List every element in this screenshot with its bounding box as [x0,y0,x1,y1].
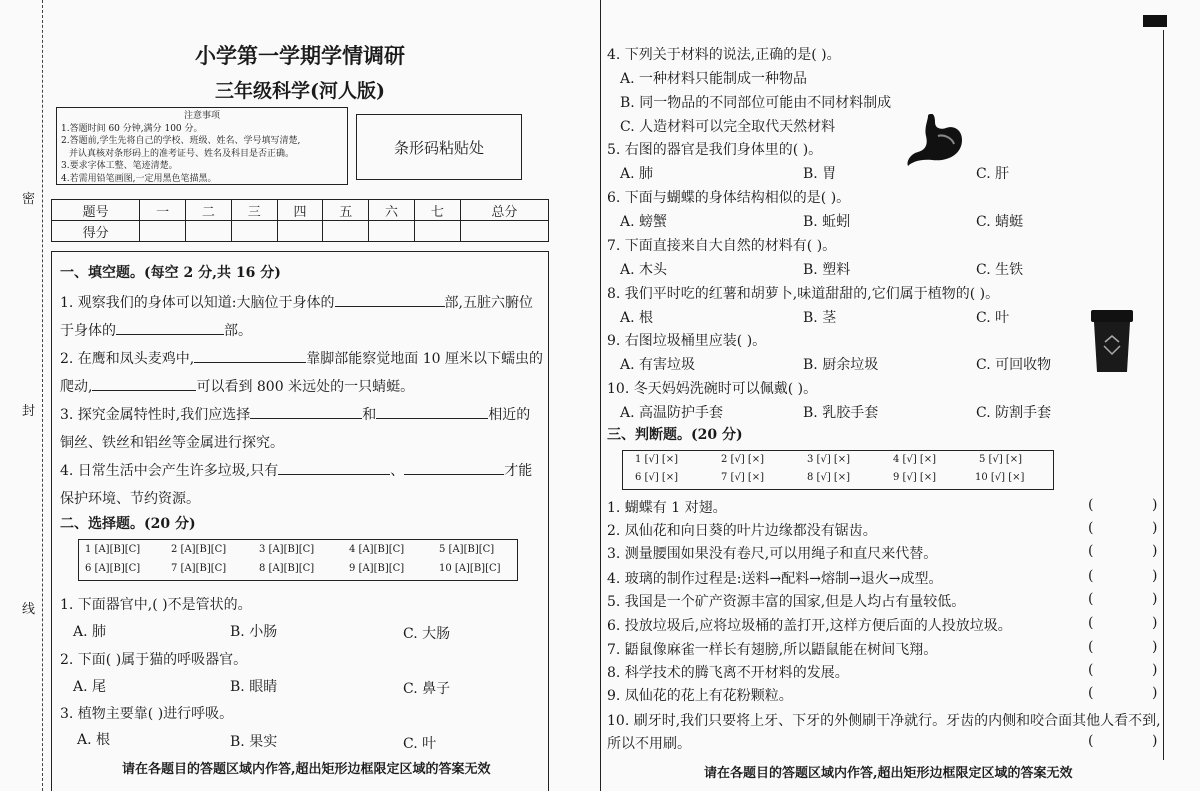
q-text: 部,五脏六腑位 [444,295,533,311]
fill-q4-line2: 保护环境、节约资源。 [60,491,200,507]
fill-q4-line1 [60,460,532,480]
choice-answer-cell[interactable]: 8 [A][B][C] [259,563,315,574]
score-cell[interactable] [140,221,186,242]
score-header-cell: 题号 [52,200,140,221]
score-cell[interactable] [460,221,548,242]
choice-option[interactable]: B. 眼睛 [230,679,278,695]
choice-q8: 8. 我们平时吃的红薯和胡萝卜,味道甜甜的,它们属于植物的( )。 [607,286,1000,302]
judge-paren-open: ( [1088,662,1094,678]
judge-paren-close: ) [1152,520,1158,536]
fill-blank[interactable] [92,376,196,391]
judge-item: 3. 测量腰围如果没有卷尺,可以用绳子和直尺来代替。 [607,546,938,562]
score-cell[interactable] [414,221,460,242]
judge-item: 5. 我国是一个矿产资源丰富的国家,但是人均占有量较低。 [607,594,966,610]
choice-answer-cell[interactable]: 3 [A][B][C] [259,544,315,555]
q-text: 才能 [504,463,533,479]
footer-note-right: 请在各题目的答题区域内作答,超出矩形边框限定区域的答案无效 [704,766,1073,781]
choice-option[interactable]: A. 尾 [73,679,107,695]
notice-item: 1.答题时间 60 分钟,满分 100 分。 [61,123,203,134]
choice-q10: 10. 冬天妈妈洗碗时可以佩戴( )。 [607,381,818,397]
score-table-row [52,221,549,242]
choice-answer-cell[interactable]: 2 [A][B][C] [171,544,227,555]
judge-paren-close: ) [1152,497,1158,513]
score-header-cell: 六 [369,200,415,221]
choice-option[interactable]: A. 一种材料只能制成一种物品 [620,71,808,87]
section3-title: 三、判断题。(20 分) [607,427,743,443]
choice-option[interactable]: B. 同一物品的不同部位可能由不同材料制成 [620,95,892,111]
choice-answer-grid [78,539,518,581]
q-text: 于身体的 [60,323,116,339]
q-text: 相近的 [488,407,531,423]
judge-paren-open: ( [1088,497,1094,513]
judge-item: 10. 刷牙时,我们只要将上牙、下牙的外侧刷干净就行。牙齿的内侧和咬合面其他人看不到, [607,713,1161,729]
score-cell[interactable] [323,221,369,242]
judge-paren-open: ( [1088,520,1094,536]
barcode-area: 条形码粘贴处 [356,114,522,180]
fill-blank[interactable] [194,348,306,363]
notice-item: 4.若需用铅笔画图,一定用黑色笔描黑。 [61,173,217,184]
score-cell[interactable] [186,221,232,242]
judge-answer-cell[interactable]: 3 [√] [×] [807,454,851,465]
q-text: 爬动, [60,379,93,395]
fill-blank[interactable] [116,320,224,335]
score-header-cell: 总分 [460,200,548,221]
judge-answer-cell[interactable]: 1 [√] [×] [635,454,679,465]
q-text: 3. 探究金属特性时,我们应选择 [60,407,251,423]
choice-option[interactable]: A. 有害垃圾 [620,357,696,373]
choice-answer-cell[interactable]: 1 [A][B][C] [85,544,141,555]
choice-option[interactable]: C. 鼻子 [403,681,451,697]
spine-char-mi: 密 [22,192,36,207]
choice-q6: 6. 下面与蝴蝶的身体结构相似的是( )。 [607,190,851,206]
q-text: 靠脚部能察觉地面 10 厘米以下蠕虫的 [306,351,543,367]
q-text: 部。 [224,323,252,339]
choice-option[interactable]: A. 高温防护手套 [620,405,724,421]
choice-answer-cell[interactable]: 7 [A][B][C] [171,563,227,574]
q-text: 1. 观察我们的身体可以知道:大脑位于身体的 [60,295,335,311]
judge-item: 8. 科学技术的腾飞离不开材料的发展。 [607,665,849,681]
judge-paren-open: ( [1088,591,1094,607]
judge-paren-close: ) [1152,639,1158,655]
choice-option[interactable]: A. 肺 [73,624,107,640]
choice-option[interactable]: A. 木头 [620,262,668,278]
choice-option[interactable]: B. 厨余垃圾 [803,357,879,373]
choice-option[interactable]: B. 塑料 [803,262,851,278]
judge-item-continued: 所以不用刷。 [607,736,691,752]
judge-item: 7. 鼯鼠像麻雀一样长有翅膀,所以鼯鼠能在树间飞翔。 [607,642,938,658]
choice-option[interactable]: A. 根 [620,310,654,326]
fill-q1-line1 [60,292,533,312]
score-header-cell: 二 [186,200,232,221]
spine-char-feng: 封 [22,404,36,419]
choice-answer-cell[interactable]: 6 [A][B][C] [85,563,141,574]
judge-paren-close: ) [1152,733,1158,749]
q-text: 2. 在鹰和凤头麦鸡中, [60,351,195,367]
fill-q1-line2 [60,320,252,340]
stomach-icon [904,110,968,168]
judge-answer-grid [622,450,1054,490]
notice-title: 注意事项 [183,111,220,121]
score-header-cell: 七 [414,200,460,221]
judge-paren-close: ) [1152,568,1158,584]
choice-q4: 4. 下列关于材料的说法,正确的是( )。 [607,47,841,63]
judge-paren-close: ) [1152,662,1158,678]
judge-item: 9. 凤仙花的花上有花粉颗粒。 [607,688,793,704]
judge-answer-cell[interactable]: 2 [√] [×] [721,454,765,465]
judge-paren-close: ) [1152,615,1158,631]
q-text: 4. 日常生活中会产生许多垃圾,只有 [60,463,279,479]
fill-blank[interactable] [250,404,362,419]
fill-blank[interactable] [335,292,445,307]
section1-title: 一、填空题。(每空 2 分,共 16 分) [60,265,281,281]
footer-note-left: 请在各题目的答题区域内作答,超出矩形边框限定区域的答案无效 [122,762,491,777]
choice-option[interactable]: C. 防割手套 [976,405,1052,421]
choice-option[interactable]: C. 肝 [976,166,1010,182]
score-header-cell: 一 [140,200,186,221]
choice-option[interactable]: C. 生铁 [976,262,1024,278]
choice-answer-cell[interactable]: 9 [A][B][C] [349,563,405,574]
q-text: 和 [362,407,377,423]
notice-item: 2.答题前,学生先将自己的学校、班级、姓名、学号填写清楚, [61,136,301,146]
judge-answer-cell[interactable]: 9 [√] [×] [893,472,937,483]
judge-paren-close: ) [1152,543,1158,559]
section2-title: 二、选择题。(20 分) [60,516,196,532]
choice-option[interactable]: C. 可回收物 [976,357,1052,373]
notice-item: 并认真核对条形码上的准考证号、姓名及科目是否正确。 [69,148,295,159]
fill-blank[interactable] [376,404,488,419]
choice-option[interactable]: C. 叶 [976,310,1010,326]
notice-item: 3.要求字体工整、笔迹清楚。 [61,161,178,171]
exam-subtitle: 三年级科学(河人版) [215,80,385,102]
judge-answer-cell[interactable]: 8 [√] [×] [807,472,851,483]
judge-answer-cell[interactable]: 5 [√] [×] [979,454,1023,465]
fill-blank[interactable] [278,460,390,475]
choice-q9: 9. 右图垃圾桶里应装( )。 [607,333,767,349]
score-row-label: 得分 [52,221,140,242]
judge-item: 2. 凤仙花和向日葵的叶片边缘都没有锯齿。 [607,523,877,539]
choice-option[interactable]: B. 胃 [803,166,837,182]
choice-q7: 7. 下面直接来自大自然的材料有( )。 [607,238,837,254]
choice-answer-cell[interactable]: 5 [A][B][C] [439,544,495,555]
score-header-cell: 四 [277,200,323,221]
choice-q5: 5. 右图的器官是我们身体里的( )。 [607,142,823,158]
binding-line [42,0,43,791]
judge-item: 4. 玻璃的制作过程是:送料→配料→熔制→退火→成型。 [607,571,943,587]
judge-paren-open: ( [1088,615,1094,631]
judge-paren-open: ( [1088,685,1094,701]
q-text: 可以看到 800 米远处的一只蜻蜓。 [196,379,415,395]
judge-paren-open: ( [1088,543,1094,559]
choice-answer-cell[interactable]: 10 [A][B][C] [439,563,501,574]
right-page [600,0,1200,791]
choice-option[interactable]: C. 叶 [403,736,437,752]
choice-q1: 1. 下面器官中,( )不是管状的。 [60,597,252,613]
choice-option[interactable]: B. 小肠 [230,624,278,640]
fill-q3-line2: 铜丝、铁丝和铝丝等金属进行探究。 [60,435,284,451]
judge-answer-cell[interactable]: 6 [√] [×] [635,472,679,483]
judge-answer-cell[interactable]: 4 [√] [×] [893,454,937,465]
choice-option[interactable]: B. 乳胶手套 [803,405,879,421]
judge-answer-cell[interactable]: 7 [√] [×] [721,472,765,483]
judge-paren-open: ( [1088,733,1094,749]
fill-blank[interactable] [404,460,504,475]
score-cell[interactable] [369,221,415,242]
choice-option[interactable]: A. 螃蟹 [620,214,668,230]
judge-paren-close: ) [1152,591,1158,607]
judge-paren-close: ) [1152,685,1158,701]
choice-option[interactable]: C. 人造材料可以完全取代天然材料 [620,119,836,135]
left-page [0,0,598,791]
score-header-cell: 五 [323,200,369,221]
fill-q2-line1 [60,348,543,368]
score-cell[interactable] [231,221,277,242]
choice-option[interactable]: A. 肺 [620,166,654,182]
score-header-cell: 三 [231,200,277,221]
choice-option[interactable]: C. 蜻蜓 [976,214,1024,230]
spine-char-xian: 线 [22,602,36,617]
score-cell[interactable] [277,221,323,242]
q-text: 、 [390,463,405,479]
choice-q3: 3. 植物主要靠( )进行呼吸。 [60,706,234,722]
score-table-header [52,200,549,221]
choice-option[interactable]: A. 根 [77,732,111,748]
choice-option[interactable]: B. 果实 [230,734,278,750]
judge-item: 1. 蝴蝶有 1 对翅。 [607,500,727,516]
choice-option[interactable]: B. 蚯蚓 [803,214,851,230]
fill-q3-line1 [60,404,530,424]
judge-paren-open: ( [1088,568,1094,584]
notice-box [56,107,348,185]
choice-q2: 2. 下面( )属于猫的呼吸器官。 [60,652,248,668]
judge-item: 6. 投放垃圾后,应将垃圾桶的盖打开,这样方便后面的人投放垃圾。 [607,618,1012,634]
choice-answer-cell[interactable]: 4 [A][B][C] [349,544,405,555]
exam-title: 小学第一学期学情调研 [195,43,405,68]
judge-paren-open: ( [1088,639,1094,655]
judge-answer-cell[interactable]: 10 [√] [×] [975,472,1025,483]
score-table [51,199,549,242]
trash-bin-icon [1089,308,1135,374]
choice-option[interactable]: C. 大肠 [403,626,451,642]
choice-option[interactable]: B. 茎 [803,310,837,326]
fill-q2-line2 [60,376,414,396]
